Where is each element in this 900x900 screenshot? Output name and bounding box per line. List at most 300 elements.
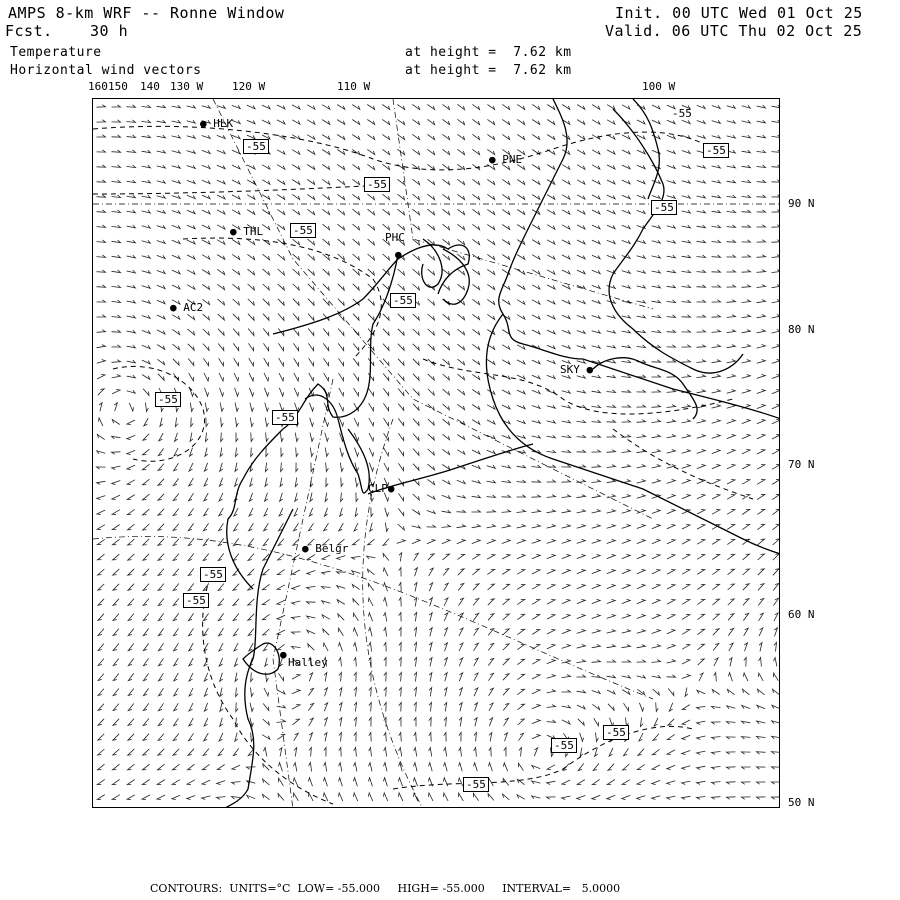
wind-vector xyxy=(442,209,449,215)
wind-vector xyxy=(757,389,765,393)
wind-vector xyxy=(757,404,765,408)
wind-vector xyxy=(413,209,420,215)
wind-vector xyxy=(172,780,180,785)
wind-vector xyxy=(263,314,269,321)
wind-vector xyxy=(472,209,479,214)
wind-vector xyxy=(532,719,540,723)
station-ac2: ● AC2 xyxy=(170,301,204,314)
wind-vector xyxy=(355,508,358,517)
wind-vector xyxy=(594,718,599,726)
wind-vector xyxy=(562,285,570,289)
wind-vector xyxy=(757,374,766,378)
wind-vector xyxy=(457,209,464,214)
wind-vector xyxy=(652,300,661,303)
wind-vector xyxy=(308,239,315,245)
wind-vector xyxy=(474,673,478,681)
wind-vector xyxy=(174,643,179,651)
wind-vector xyxy=(712,737,721,740)
wind-vector xyxy=(339,703,342,712)
wind-vector xyxy=(712,210,721,213)
wind-vector xyxy=(172,180,181,183)
wind-vector xyxy=(368,224,375,230)
wind-vector xyxy=(667,330,676,333)
wind-vector xyxy=(324,733,327,742)
wind-vector xyxy=(607,285,616,288)
wind-vector xyxy=(682,375,691,378)
wind-vector xyxy=(637,569,645,573)
wind-vector xyxy=(637,390,646,392)
wind-vector xyxy=(442,495,450,498)
wind-vector xyxy=(742,524,749,529)
wind-vector xyxy=(517,315,525,320)
wind-vector xyxy=(772,315,780,319)
wind-vector xyxy=(654,718,658,726)
wind-vector xyxy=(339,673,342,682)
wind-vector xyxy=(667,644,675,648)
wind-vector xyxy=(607,599,615,603)
wind-vector xyxy=(279,388,283,396)
wind-vector xyxy=(398,314,404,320)
wind-vector xyxy=(233,343,238,350)
wind-vector xyxy=(263,764,269,770)
wind-vector xyxy=(532,674,540,679)
wind-vector xyxy=(382,164,389,169)
wind-vector xyxy=(772,255,781,258)
wind-vector xyxy=(472,134,479,139)
wind-vector xyxy=(158,764,165,770)
wind-vector xyxy=(219,643,223,651)
wind-vector xyxy=(472,269,479,274)
contour-label: -55 xyxy=(463,777,489,792)
wind-vector xyxy=(383,344,389,351)
wind-vector xyxy=(473,599,479,606)
wind-vector xyxy=(592,285,600,288)
wind-vector xyxy=(157,359,164,364)
wind-vector xyxy=(338,358,343,365)
wind-vector xyxy=(622,135,630,139)
wind-vector xyxy=(667,479,676,483)
wind-vector xyxy=(772,105,780,108)
wind-vector xyxy=(474,748,477,757)
wind-vector xyxy=(142,360,150,364)
wind-vector xyxy=(757,195,766,198)
wind-vector xyxy=(517,210,524,215)
wind-vector xyxy=(263,719,270,725)
wind-vector xyxy=(219,628,224,636)
wind-vector xyxy=(142,795,150,800)
wind-vector xyxy=(127,509,134,514)
wind-vector xyxy=(277,690,285,694)
wind-vector xyxy=(98,389,104,395)
wind-vector xyxy=(502,300,510,305)
wind-vector xyxy=(697,345,706,348)
wind-vector xyxy=(127,435,135,439)
wind-vector xyxy=(190,403,193,412)
wind-vector xyxy=(742,120,751,123)
wind-vector xyxy=(773,598,778,605)
wind-vector xyxy=(547,614,555,619)
wind-vector xyxy=(337,105,345,110)
wind-vector xyxy=(472,480,481,483)
wind-vector xyxy=(457,510,466,512)
wind-vector xyxy=(607,210,615,214)
wind-vector xyxy=(652,675,661,678)
wind-vector xyxy=(235,673,238,682)
wind-vector xyxy=(744,643,747,651)
wind-vector xyxy=(772,300,780,303)
wind-vector xyxy=(398,463,403,470)
wind-vector xyxy=(682,150,690,153)
wind-vector xyxy=(220,463,223,472)
station-phc-marker: ● xyxy=(395,248,402,261)
wind-vector xyxy=(143,554,149,560)
wind-vector xyxy=(98,584,104,590)
wind-vector xyxy=(622,614,631,618)
wind-vector xyxy=(682,165,691,168)
wind-vector xyxy=(308,778,312,787)
wind-vector xyxy=(232,135,240,139)
wind-vector xyxy=(682,674,690,678)
wind-vector xyxy=(592,630,601,634)
wind-vector xyxy=(577,315,585,318)
wind-vector xyxy=(532,300,540,304)
wind-vector xyxy=(577,705,585,709)
wind-vector xyxy=(458,314,465,320)
wind-vector xyxy=(128,719,134,726)
wind-vector xyxy=(412,539,420,543)
wind-vector xyxy=(217,210,225,214)
wind-vector xyxy=(309,718,314,726)
wind-vector xyxy=(339,733,342,742)
wind-vector xyxy=(472,495,481,498)
wind-vector xyxy=(607,165,615,169)
wind-vector xyxy=(338,284,344,290)
wind-vector xyxy=(322,179,329,184)
wind-vector xyxy=(277,569,284,574)
wind-vector xyxy=(204,628,209,636)
wind-vector xyxy=(622,554,630,558)
wind-vector xyxy=(517,360,525,364)
wind-vector xyxy=(250,403,254,412)
wind-vector xyxy=(188,359,194,366)
wind-vector xyxy=(129,403,133,411)
wind-vector xyxy=(127,150,136,153)
wind-vector xyxy=(577,300,585,303)
wind-vector xyxy=(202,255,210,260)
wind-vector xyxy=(562,165,570,170)
wind-vector xyxy=(413,793,418,801)
wind-vector xyxy=(757,285,766,288)
wind-vector xyxy=(622,195,630,199)
wind-vector xyxy=(414,673,417,682)
wind-vector xyxy=(382,134,389,139)
wind-vector xyxy=(473,613,478,620)
wind-vector xyxy=(622,165,630,169)
wind-vector xyxy=(682,120,690,123)
wind-vector xyxy=(414,613,417,622)
wind-vector xyxy=(142,255,151,258)
wind-vector xyxy=(128,554,135,560)
wind-vector xyxy=(547,360,555,363)
wind-vector xyxy=(607,420,616,422)
wind-vector xyxy=(443,329,450,335)
wind-vector xyxy=(592,554,600,558)
wind-vector xyxy=(232,195,240,199)
wind-vector xyxy=(428,374,435,380)
wind-vector xyxy=(444,703,447,712)
wind-vector xyxy=(532,390,540,393)
wind-vector xyxy=(697,105,705,108)
wind-vector xyxy=(367,105,374,110)
wind-vector xyxy=(489,703,493,711)
wind-vector xyxy=(457,149,464,154)
wind-vector xyxy=(190,448,193,456)
wind-vector xyxy=(757,225,766,227)
wind-vector xyxy=(157,180,166,183)
wind-vector xyxy=(398,224,405,230)
wind-vector xyxy=(187,225,195,229)
wind-vector xyxy=(384,733,387,742)
wind-vector xyxy=(280,493,283,502)
wind-vector xyxy=(607,435,616,437)
wind-vector xyxy=(127,360,136,363)
wind-vector xyxy=(592,435,601,437)
wind-vector xyxy=(188,554,194,561)
wind-vector xyxy=(97,360,106,364)
wind-vector xyxy=(532,781,541,784)
coastline xyxy=(223,99,780,808)
wind-vector xyxy=(173,613,178,620)
wind-vector xyxy=(354,688,357,697)
wind-vector xyxy=(324,523,329,531)
wind-vector xyxy=(368,314,374,321)
wind-vector xyxy=(174,673,179,681)
wind-vector xyxy=(173,599,179,606)
wind-vector xyxy=(368,598,373,606)
wind-vector xyxy=(532,554,540,558)
wind-vector xyxy=(772,150,781,153)
wind-vector xyxy=(472,405,480,410)
wind-vector xyxy=(371,508,373,517)
wind-vector xyxy=(429,748,432,757)
wind-vector xyxy=(592,539,601,543)
wind-vector xyxy=(562,225,570,229)
wind-vector xyxy=(668,689,674,696)
wind-vector xyxy=(757,150,766,153)
wind-vector xyxy=(219,478,222,486)
wind-vector xyxy=(653,689,660,695)
wind-vector xyxy=(143,389,149,396)
wind-vector xyxy=(774,613,778,621)
wind-vector xyxy=(652,780,660,784)
wind-vector xyxy=(727,330,736,333)
wind-vector xyxy=(712,315,721,318)
wind-vector xyxy=(174,718,179,725)
wind-vector xyxy=(503,659,509,665)
wind-vector xyxy=(637,255,646,258)
wind-vector xyxy=(204,688,207,696)
wind-vector xyxy=(341,493,344,502)
wind-vector xyxy=(667,765,675,769)
wind-vector xyxy=(474,643,479,651)
wind-vector xyxy=(773,524,780,530)
wind-vector xyxy=(341,478,344,487)
wind-vector xyxy=(413,389,419,396)
wind-vector xyxy=(697,539,705,544)
wind-vector xyxy=(368,254,375,260)
wind-vector xyxy=(682,479,690,483)
wind-vector xyxy=(157,195,166,198)
wind-vector xyxy=(172,210,180,213)
wind-vector xyxy=(637,195,645,198)
wind-vector xyxy=(652,584,660,589)
station-phc xyxy=(385,231,405,244)
wind-vector xyxy=(743,689,750,695)
wind-vector xyxy=(428,449,435,455)
wind-vector xyxy=(128,569,134,575)
wind-vector xyxy=(519,748,522,757)
wind-vector xyxy=(263,643,268,650)
wind-vector xyxy=(187,120,196,123)
wind-vector xyxy=(577,135,585,140)
wind-vector xyxy=(697,225,706,228)
wind-vector xyxy=(682,569,690,574)
wind-vector xyxy=(712,285,721,287)
wind-vector xyxy=(637,614,645,618)
wind-vector xyxy=(562,465,571,467)
wind-vector xyxy=(187,255,195,259)
wind-vector xyxy=(383,403,388,410)
wind-vector xyxy=(773,569,779,576)
wind-vector xyxy=(354,643,358,652)
wind-vector xyxy=(457,480,465,483)
wind-vector xyxy=(577,796,586,800)
wind-vector xyxy=(310,418,314,427)
wind-vector xyxy=(173,509,179,516)
wind-vector xyxy=(128,614,134,621)
wind-vector xyxy=(697,751,706,754)
wind-vector xyxy=(472,194,479,199)
wind-vector xyxy=(517,375,525,379)
wind-vector xyxy=(607,645,616,648)
wind-vector xyxy=(712,225,721,228)
wind-vector xyxy=(622,510,631,514)
wind-vector xyxy=(547,599,555,604)
wind-vector xyxy=(281,448,283,457)
wind-vector xyxy=(458,569,464,575)
wind-vector xyxy=(652,270,661,273)
wind-vector xyxy=(547,405,556,408)
wind-vector xyxy=(202,285,209,290)
wind-vector xyxy=(413,359,419,365)
wind-vector xyxy=(143,628,148,635)
wind-vector xyxy=(487,465,496,468)
wind-vector xyxy=(157,120,166,123)
wind-vector xyxy=(714,658,718,666)
wind-vector xyxy=(459,718,462,727)
station-clp: CLP● xyxy=(368,482,395,495)
wind-vector xyxy=(682,300,691,303)
wind-vector xyxy=(143,509,150,515)
wind-vector xyxy=(383,793,387,801)
wind-vector xyxy=(772,721,780,724)
wind-vector xyxy=(307,135,315,140)
wind-vector xyxy=(667,420,676,423)
wind-vector xyxy=(143,688,148,695)
wind-vector xyxy=(622,539,630,543)
wind-vector xyxy=(338,299,344,306)
wind-vector xyxy=(399,733,402,742)
wind-vector xyxy=(488,673,493,680)
wind-vector xyxy=(413,434,419,441)
wind-vector xyxy=(714,673,717,682)
wind-vector xyxy=(398,344,404,351)
wind-vector xyxy=(309,403,313,411)
wind-vector xyxy=(97,525,105,530)
wind-vector xyxy=(398,404,404,411)
wind-vector xyxy=(458,299,465,305)
wind-vector xyxy=(112,452,121,455)
wind-vector xyxy=(637,285,646,288)
wind-vector xyxy=(459,598,464,606)
lat-label: 90 N xyxy=(788,197,815,210)
wind-vector xyxy=(293,314,299,321)
wind-vector xyxy=(532,510,541,513)
wind-vector xyxy=(547,285,555,289)
wind-vector xyxy=(322,615,330,620)
wind-vector xyxy=(443,344,450,350)
wind-vector xyxy=(592,390,601,393)
wind-vector xyxy=(173,569,179,576)
wind-vector xyxy=(204,493,208,501)
wind-vector xyxy=(234,643,238,651)
wind-vector xyxy=(309,673,312,681)
wind-vector xyxy=(112,436,121,439)
wind-vector xyxy=(592,330,601,333)
wind-vector xyxy=(339,748,342,757)
wind-vector xyxy=(442,164,449,169)
wind-vector xyxy=(323,224,330,230)
wind-vector xyxy=(517,435,526,438)
wind-vector xyxy=(712,270,721,272)
wind-vector xyxy=(173,734,179,741)
wind-vector xyxy=(592,420,601,423)
wind-vector xyxy=(652,315,661,318)
wind-vector xyxy=(384,418,389,426)
wind-vector xyxy=(577,195,585,199)
wind-vector xyxy=(219,358,224,366)
wind-vector xyxy=(398,418,403,425)
wind-vector xyxy=(232,240,240,245)
wind-vector xyxy=(637,480,646,484)
wind-vector xyxy=(308,793,313,801)
wind-vector xyxy=(219,733,223,741)
wind-vector xyxy=(279,508,283,516)
wind-vector xyxy=(203,538,208,545)
wind-vector xyxy=(205,403,208,412)
wind-vector xyxy=(113,674,119,681)
wind-vector xyxy=(202,225,210,229)
wind-vector xyxy=(337,179,344,184)
wind-vector xyxy=(562,180,570,185)
wind-vector xyxy=(640,718,643,727)
wind-vector xyxy=(427,525,436,527)
wind-vector xyxy=(532,614,540,619)
wind-vector xyxy=(682,240,691,243)
wind-vector xyxy=(742,210,751,212)
wind-vector xyxy=(577,390,586,393)
wind-vector xyxy=(127,210,136,213)
